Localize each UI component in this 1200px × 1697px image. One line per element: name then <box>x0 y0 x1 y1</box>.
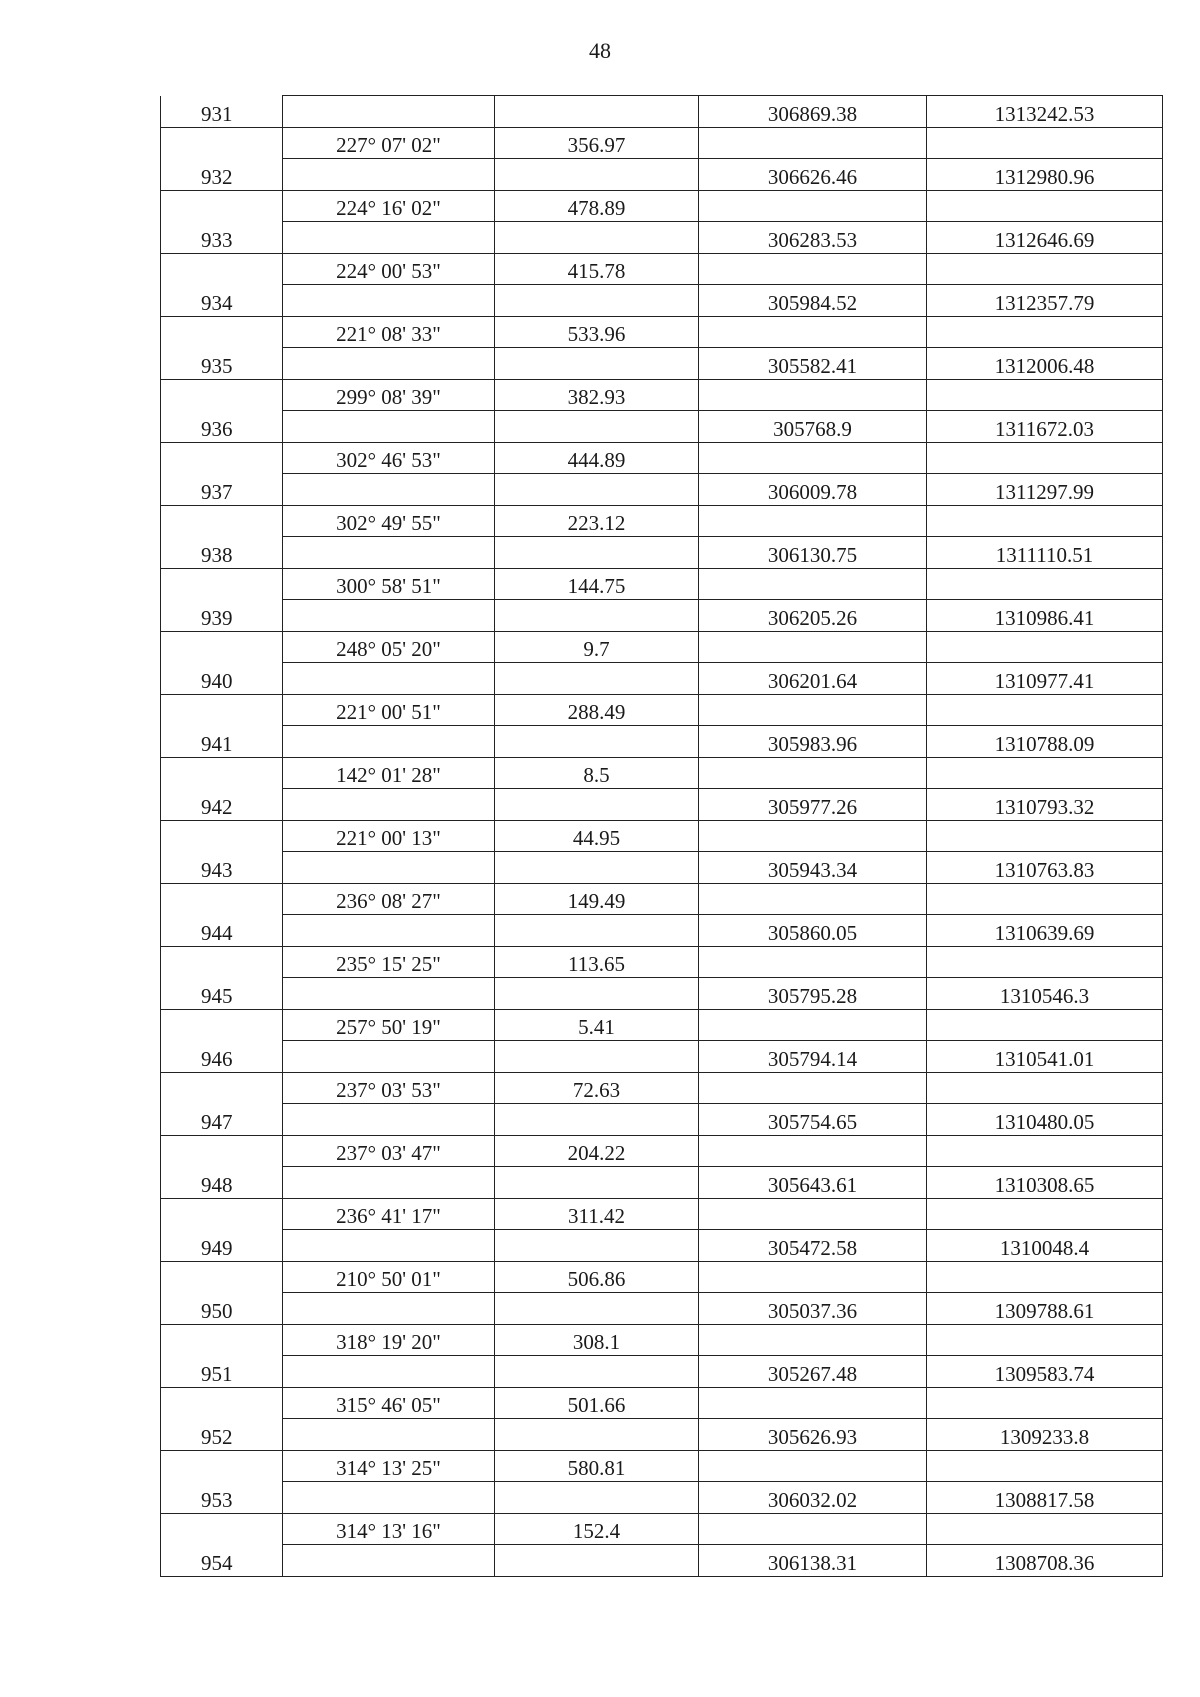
leg-row <box>161 253 1163 285</box>
northing-cell: 1312646.69 <box>927 222 1163 254</box>
point-row <box>161 1104 1163 1136</box>
easting-cell <box>699 694 927 726</box>
northing-cell: 1308708.36 <box>927 1545 1163 1577</box>
point-id-cell: 949 <box>161 1230 283 1262</box>
point-id-cell <box>161 1261 283 1293</box>
easting-cell <box>699 1135 927 1167</box>
northing-cell: 1309788.61 <box>927 1293 1163 1325</box>
point-id-cell: 950 <box>161 1293 283 1325</box>
distance-cell <box>495 159 699 191</box>
easting-cell: 306138.31 <box>699 1545 927 1577</box>
easting-cell <box>699 1198 927 1230</box>
leg-row <box>161 190 1163 222</box>
leg-row <box>161 1261 1163 1293</box>
point-id-cell: 942 <box>161 789 283 821</box>
leg-row <box>161 883 1163 915</box>
point-id-cell: 948 <box>161 1167 283 1199</box>
northing-cell <box>927 1450 1163 1482</box>
bearing-cell <box>283 1482 495 1514</box>
easting-cell <box>699 946 927 978</box>
bearing-cell <box>283 600 495 632</box>
point-id-cell <box>161 1072 283 1104</box>
easting-cell <box>699 253 927 285</box>
leg-row <box>161 820 1163 852</box>
point-row <box>161 159 1163 191</box>
northing-cell: 1310048.4 <box>927 1230 1163 1262</box>
distance-cell <box>495 1230 699 1262</box>
point-row <box>161 474 1163 506</box>
easting-cell: 305267.48 <box>699 1356 927 1388</box>
point-id-cell <box>161 883 283 915</box>
northing-cell: 1310480.05 <box>927 1104 1163 1136</box>
northing-cell: 1309583.74 <box>927 1356 1163 1388</box>
northing-cell <box>927 1261 1163 1293</box>
bearing-cell: 224° 00' 53" <box>283 253 495 285</box>
point-id-cell <box>161 379 283 411</box>
point-row <box>161 222 1163 254</box>
northing-cell: 1311110.51 <box>927 537 1163 569</box>
bearing-cell: 221° 00' 13" <box>283 820 495 852</box>
point-id-cell: 932 <box>161 159 283 191</box>
distance-cell <box>495 1104 699 1136</box>
point-id-cell <box>161 631 283 663</box>
bearing-cell <box>283 1419 495 1451</box>
northing-cell: 1311672.03 <box>927 411 1163 443</box>
point-id-cell: 941 <box>161 726 283 758</box>
easting-cell <box>699 1513 927 1545</box>
point-id-cell: 933 <box>161 222 283 254</box>
bearing-cell: 257° 50' 19" <box>283 1009 495 1041</box>
easting-cell: 306201.64 <box>699 663 927 695</box>
distance-cell: 5.41 <box>495 1009 699 1041</box>
bearing-cell <box>283 978 495 1010</box>
bearing-cell <box>283 96 495 128</box>
easting-cell <box>699 1009 927 1041</box>
northing-cell <box>927 1072 1163 1104</box>
point-row <box>161 1356 1163 1388</box>
northing-cell: 1310308.65 <box>927 1167 1163 1199</box>
bearing-cell <box>283 1104 495 1136</box>
point-id-cell: 945 <box>161 978 283 1010</box>
bearing-cell: 236° 08' 27" <box>283 883 495 915</box>
bearing-cell <box>283 474 495 506</box>
easting-cell <box>699 883 927 915</box>
leg-row <box>161 1387 1163 1419</box>
point-row <box>161 1167 1163 1199</box>
easting-cell: 305037.36 <box>699 1293 927 1325</box>
point-row <box>161 1041 1163 1073</box>
easting-cell <box>699 1324 927 1356</box>
distance-cell <box>495 411 699 443</box>
northing-cell <box>927 946 1163 978</box>
point-id-cell <box>161 1450 283 1482</box>
northing-cell <box>927 757 1163 789</box>
point-id-cell: 938 <box>161 537 283 569</box>
distance-cell <box>495 1167 699 1199</box>
northing-cell <box>927 694 1163 726</box>
distance-cell <box>495 96 699 128</box>
leg-row <box>161 379 1163 411</box>
northing-cell: 1312006.48 <box>927 348 1163 380</box>
point-id-cell <box>161 505 283 537</box>
northing-cell: 1309233.8 <box>927 1419 1163 1451</box>
survey-table-container <box>160 95 1162 1577</box>
distance-cell: 382.93 <box>495 379 699 411</box>
point-id-cell: 953 <box>161 1482 283 1514</box>
easting-cell: 305754.65 <box>699 1104 927 1136</box>
easting-cell: 305983.96 <box>699 726 927 758</box>
easting-cell: 306626.46 <box>699 159 927 191</box>
leg-row <box>161 1324 1163 1356</box>
point-row <box>161 1419 1163 1451</box>
distance-cell <box>495 348 699 380</box>
northing-cell: 1310793.32 <box>927 789 1163 821</box>
distance-cell: 9.7 <box>495 631 699 663</box>
distance-cell <box>495 663 699 695</box>
point-row <box>161 1482 1163 1514</box>
point-id-cell <box>161 946 283 978</box>
northing-cell <box>927 820 1163 852</box>
easting-cell: 305643.61 <box>699 1167 927 1199</box>
easting-cell <box>699 1261 927 1293</box>
easting-cell: 306032.02 <box>699 1482 927 1514</box>
bearing-cell <box>283 1041 495 1073</box>
northing-cell <box>927 1513 1163 1545</box>
bearing-cell: 248° 05' 20" <box>283 631 495 663</box>
point-id-cell <box>161 127 283 159</box>
leg-row <box>161 1072 1163 1104</box>
easting-cell: 305768.9 <box>699 411 927 443</box>
bearing-cell: 142° 01' 28" <box>283 757 495 789</box>
point-id-cell <box>161 442 283 474</box>
northing-cell: 1311297.99 <box>927 474 1163 506</box>
northing-cell <box>927 1387 1163 1419</box>
bearing-cell: 314° 13' 25" <box>283 1450 495 1482</box>
distance-cell: 8.5 <box>495 757 699 789</box>
point-row <box>161 1293 1163 1325</box>
bearing-cell: 237° 03' 53" <box>283 1072 495 1104</box>
distance-cell <box>495 1419 699 1451</box>
bearing-cell <box>283 285 495 317</box>
northing-cell: 1308817.58 <box>927 1482 1163 1514</box>
bearing-cell: 299° 08' 39" <box>283 379 495 411</box>
leg-row <box>161 568 1163 600</box>
easting-cell: 305943.34 <box>699 852 927 884</box>
easting-cell <box>699 1072 927 1104</box>
northing-cell <box>927 1324 1163 1356</box>
point-id-cell <box>161 1387 283 1419</box>
bearing-cell <box>283 852 495 884</box>
northing-cell <box>927 1135 1163 1167</box>
northing-cell: 1310763.83 <box>927 852 1163 884</box>
bearing-cell <box>283 159 495 191</box>
point-row <box>161 663 1163 695</box>
point-row <box>161 600 1163 632</box>
point-row <box>161 285 1163 317</box>
northing-cell: 1312357.79 <box>927 285 1163 317</box>
point-row <box>161 537 1163 569</box>
northing-cell <box>927 1009 1163 1041</box>
easting-cell: 305626.93 <box>699 1419 927 1451</box>
bearing-cell: 210° 50' 01" <box>283 1261 495 1293</box>
distance-cell <box>495 1545 699 1577</box>
leg-row <box>161 631 1163 663</box>
bearing-cell <box>283 222 495 254</box>
distance-cell <box>495 222 699 254</box>
northing-cell: 1312980.96 <box>927 159 1163 191</box>
distance-cell: 356.97 <box>495 127 699 159</box>
distance-cell: 204.22 <box>495 1135 699 1167</box>
point-id-cell: 937 <box>161 474 283 506</box>
point-id-cell <box>161 1009 283 1041</box>
easting-cell: 305794.14 <box>699 1041 927 1073</box>
point-id-cell: 944 <box>161 915 283 947</box>
leg-row <box>161 1450 1163 1482</box>
distance-cell: 501.66 <box>495 1387 699 1419</box>
distance-cell <box>495 1356 699 1388</box>
easting-cell <box>699 379 927 411</box>
bearing-cell <box>283 1230 495 1262</box>
bearing-cell: 237° 03' 47" <box>283 1135 495 1167</box>
point-id-cell: 939 <box>161 600 283 632</box>
northing-cell <box>927 505 1163 537</box>
point-id-cell: 952 <box>161 1419 283 1451</box>
distance-cell <box>495 1041 699 1073</box>
distance-cell <box>495 474 699 506</box>
bearing-cell: 302° 46' 53" <box>283 442 495 474</box>
distance-cell <box>495 726 699 758</box>
distance-cell: 308.1 <box>495 1324 699 1356</box>
distance-cell <box>495 789 699 821</box>
point-row <box>161 1230 1163 1262</box>
distance-cell: 144.75 <box>495 568 699 600</box>
distance-cell: 223.12 <box>495 505 699 537</box>
bearing-cell: 314° 13' 16" <box>283 1513 495 1545</box>
bearing-cell: 236° 41' 17" <box>283 1198 495 1230</box>
northing-cell <box>927 568 1163 600</box>
distance-cell: 72.63 <box>495 1072 699 1104</box>
easting-cell: 305795.28 <box>699 978 927 1010</box>
northing-cell: 1313242.53 <box>927 96 1163 128</box>
northing-cell <box>927 883 1163 915</box>
easting-cell: 305977.26 <box>699 789 927 821</box>
leg-row <box>161 757 1163 789</box>
distance-cell <box>495 852 699 884</box>
bearing-cell: 302° 49' 55" <box>283 505 495 537</box>
point-id-cell <box>161 568 283 600</box>
easting-cell: 306283.53 <box>699 222 927 254</box>
leg-row <box>161 316 1163 348</box>
point-id-cell: 947 <box>161 1104 283 1136</box>
point-id-cell <box>161 820 283 852</box>
easting-cell <box>699 316 927 348</box>
northing-cell: 1310546.3 <box>927 978 1163 1010</box>
easting-cell: 306009.78 <box>699 474 927 506</box>
distance-cell <box>495 915 699 947</box>
bearing-cell: 221° 00' 51" <box>283 694 495 726</box>
point-id-cell: 951 <box>161 1356 283 1388</box>
northing-cell <box>927 1198 1163 1230</box>
easting-cell <box>699 568 927 600</box>
point-row <box>161 978 1163 1010</box>
distance-cell <box>495 1293 699 1325</box>
bearing-cell: 235° 15' 25" <box>283 946 495 978</box>
easting-cell: 306869.38 <box>699 96 927 128</box>
point-row <box>161 1545 1163 1577</box>
easting-cell <box>699 127 927 159</box>
leg-row <box>161 1513 1163 1545</box>
distance-cell: 152.4 <box>495 1513 699 1545</box>
distance-cell: 149.49 <box>495 883 699 915</box>
northing-cell <box>927 190 1163 222</box>
northing-cell: 1310788.09 <box>927 726 1163 758</box>
northing-cell <box>927 253 1163 285</box>
easting-cell: 306130.75 <box>699 537 927 569</box>
leg-row <box>161 442 1163 474</box>
distance-cell: 506.86 <box>495 1261 699 1293</box>
northing-cell <box>927 127 1163 159</box>
distance-cell: 415.78 <box>495 253 699 285</box>
easting-cell <box>699 1450 927 1482</box>
point-row <box>161 915 1163 947</box>
distance-cell <box>495 978 699 1010</box>
bearing-cell: 224° 16' 02" <box>283 190 495 222</box>
easting-cell <box>699 757 927 789</box>
point-row <box>161 789 1163 821</box>
point-id-cell: 943 <box>161 852 283 884</box>
easting-cell <box>699 505 927 537</box>
point-row <box>161 96 1163 128</box>
bearing-cell <box>283 411 495 443</box>
point-id-cell <box>161 694 283 726</box>
bearing-cell <box>283 1293 495 1325</box>
easting-cell: 306205.26 <box>699 600 927 632</box>
distance-cell: 44.95 <box>495 820 699 852</box>
northing-cell <box>927 631 1163 663</box>
bearing-cell <box>283 726 495 758</box>
point-id-cell: 936 <box>161 411 283 443</box>
bearing-cell <box>283 1545 495 1577</box>
northing-cell: 1310541.01 <box>927 1041 1163 1073</box>
northing-cell <box>927 316 1163 348</box>
distance-cell <box>495 537 699 569</box>
point-row <box>161 726 1163 758</box>
point-id-cell <box>161 316 283 348</box>
point-id-cell: 954 <box>161 1545 283 1577</box>
point-id-cell <box>161 757 283 789</box>
northing-cell: 1310986.41 <box>927 600 1163 632</box>
distance-cell: 113.65 <box>495 946 699 978</box>
leg-row <box>161 505 1163 537</box>
easting-cell <box>699 820 927 852</box>
point-id-cell <box>161 1513 283 1545</box>
distance-cell: 288.49 <box>495 694 699 726</box>
survey-table-body <box>161 96 1163 1577</box>
northing-cell <box>927 379 1163 411</box>
point-id-cell: 946 <box>161 1041 283 1073</box>
leg-row <box>161 1198 1163 1230</box>
page-number: 48 <box>589 38 611 63</box>
point-id-cell <box>161 190 283 222</box>
point-id-cell: 934 <box>161 285 283 317</box>
leg-row <box>161 1135 1163 1167</box>
bearing-cell: 315° 46' 05" <box>283 1387 495 1419</box>
northing-cell: 1310639.69 <box>927 915 1163 947</box>
distance-cell: 478.89 <box>495 190 699 222</box>
point-id-cell: 931 <box>161 96 283 128</box>
easting-cell: 305472.58 <box>699 1230 927 1262</box>
distance-cell <box>495 1482 699 1514</box>
point-id-cell <box>161 1135 283 1167</box>
point-id-cell <box>161 1324 283 1356</box>
leg-row <box>161 694 1163 726</box>
easting-cell: 305984.52 <box>699 285 927 317</box>
point-id-cell <box>161 253 283 285</box>
bearing-cell <box>283 1167 495 1199</box>
bearing-cell <box>283 537 495 569</box>
distance-cell <box>495 285 699 317</box>
bearing-cell: 221° 08' 33" <box>283 316 495 348</box>
leg-row <box>161 127 1163 159</box>
easting-cell <box>699 631 927 663</box>
bearing-cell: 300° 58' 51" <box>283 568 495 600</box>
easting-cell <box>699 190 927 222</box>
point-id-cell <box>161 1198 283 1230</box>
point-row <box>161 411 1163 443</box>
bearing-cell <box>283 1356 495 1388</box>
distance-cell <box>495 600 699 632</box>
northing-cell: 1310977.41 <box>927 663 1163 695</box>
bearing-cell <box>283 663 495 695</box>
distance-cell: 580.81 <box>495 1450 699 1482</box>
distance-cell: 444.89 <box>495 442 699 474</box>
northing-cell <box>927 442 1163 474</box>
leg-row <box>161 946 1163 978</box>
point-row <box>161 852 1163 884</box>
point-row <box>161 348 1163 380</box>
leg-row <box>161 1009 1163 1041</box>
bearing-cell <box>283 915 495 947</box>
point-id-cell: 940 <box>161 663 283 695</box>
bearing-cell <box>283 348 495 380</box>
bearing-cell: 318° 19' 20" <box>283 1324 495 1356</box>
point-id-cell: 935 <box>161 348 283 380</box>
easting-cell: 305860.05 <box>699 915 927 947</box>
bearing-cell <box>283 789 495 821</box>
easting-cell: 305582.41 <box>699 348 927 380</box>
easting-cell <box>699 1387 927 1419</box>
bearing-cell: 227° 07' 02" <box>283 127 495 159</box>
easting-cell <box>699 442 927 474</box>
distance-cell: 311.42 <box>495 1198 699 1230</box>
survey-coordinates-table <box>160 95 1163 1577</box>
distance-cell: 533.96 <box>495 316 699 348</box>
